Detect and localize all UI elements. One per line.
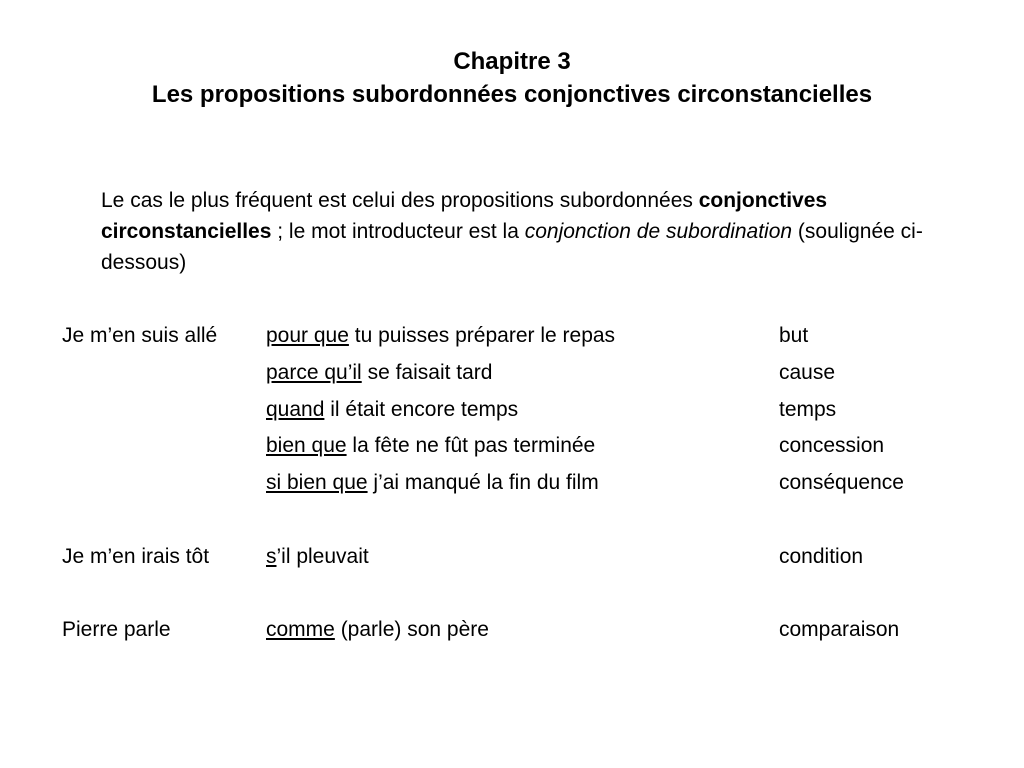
clause-type: temps bbox=[779, 398, 837, 421]
conjunction: comme bbox=[266, 618, 335, 641]
intro-bold-term: conjonctives circonstancielles bbox=[101, 189, 828, 243]
subordinate-clause bbox=[266, 358, 492, 388]
intro-text-2: ; le mot introducteur est la bbox=[271, 220, 525, 243]
conjunction: s bbox=[266, 545, 277, 568]
clause-rest: il était encore temps bbox=[324, 398, 519, 421]
clause-type: concession bbox=[779, 434, 885, 457]
main-clause: Je m’en irais tôt bbox=[62, 545, 210, 568]
conjunction: parce qu’il bbox=[266, 361, 362, 384]
subordinate-clause bbox=[266, 431, 595, 461]
chapter-label: Chapitre 3 bbox=[453, 48, 571, 75]
clause-type: cause bbox=[779, 361, 836, 384]
conjunction: bien que bbox=[266, 434, 347, 457]
intro-italic-term: conjonction de subordination bbox=[524, 220, 793, 243]
clause-rest: ’il pleuvait bbox=[276, 545, 369, 568]
example-row bbox=[0, 431, 1024, 461]
main-clause: Pierre parle bbox=[62, 618, 171, 641]
subordinate-clause bbox=[266, 395, 518, 425]
subordinate-clause bbox=[266, 321, 615, 351]
example-row bbox=[0, 321, 1024, 351]
clause-type: comparaison bbox=[779, 618, 900, 641]
main-clause: Je m’en suis allé bbox=[62, 324, 218, 347]
intro-text-1: Le cas le plus fréquent est celui des propositions subordonnées bbox=[101, 189, 699, 212]
clause-type: condition bbox=[779, 545, 864, 568]
example-row bbox=[0, 615, 1024, 645]
example-row bbox=[0, 542, 1024, 572]
intro-paragraph bbox=[101, 185, 971, 278]
clause-type: but bbox=[779, 324, 809, 347]
slide-title bbox=[0, 45, 1024, 111]
conjunction: pour que bbox=[266, 324, 349, 347]
example-row bbox=[0, 468, 1024, 498]
subordinate-clause bbox=[266, 542, 369, 572]
chapter-heading: Les propositions subordonnées conjonctives circonstancielles bbox=[151, 81, 873, 108]
conjunction: quand bbox=[266, 398, 325, 421]
subordinate-clause bbox=[266, 615, 489, 645]
clause-rest: j’ai manqué la fin du film bbox=[367, 471, 599, 494]
intro-text-3: (soulignée ci-dessous) bbox=[101, 220, 923, 274]
clause-rest: (parle) son père bbox=[334, 618, 489, 641]
conjunction: si bien que bbox=[266, 471, 368, 494]
clause-type: conséquence bbox=[779, 471, 904, 494]
subordinate-clause bbox=[266, 468, 599, 498]
clause-rest: tu puisses préparer le repas bbox=[348, 324, 616, 347]
example-row bbox=[0, 358, 1024, 388]
clause-rest: la fête ne fût pas terminée bbox=[346, 434, 596, 457]
example-row bbox=[0, 395, 1024, 425]
clause-rest: se faisait tard bbox=[361, 361, 493, 384]
